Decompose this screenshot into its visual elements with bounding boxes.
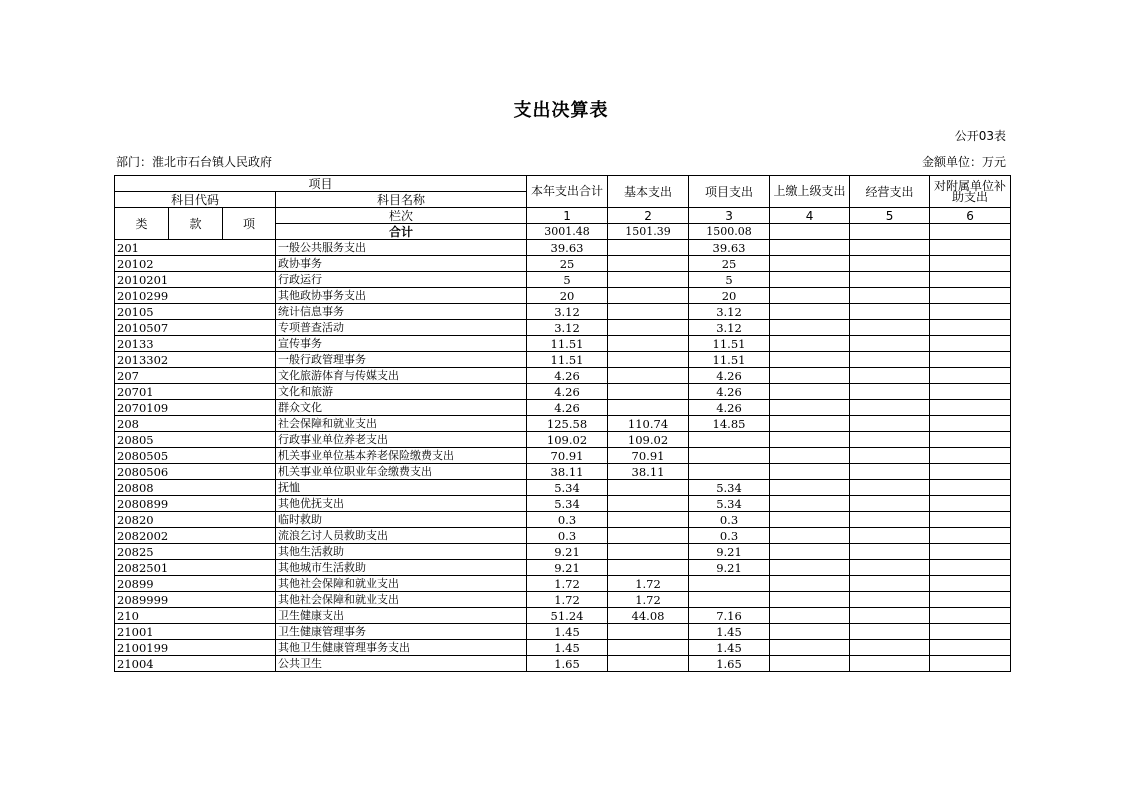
row-business — [850, 496, 930, 512]
row-upper — [770, 560, 850, 576]
row-total: 3.12 — [527, 320, 608, 336]
row-total: 0.3 — [527, 512, 608, 528]
row-project: 0.3 — [689, 528, 770, 544]
row-name: 一般行政管理事务 — [276, 352, 527, 368]
row-total: 20 — [527, 288, 608, 304]
row-total: 125.58 — [527, 416, 608, 432]
row-code: 20102 — [115, 256, 276, 272]
table-row — [115, 320, 1011, 336]
row-business — [850, 336, 930, 352]
header-col-basic: 基本支出 — [608, 176, 689, 208]
row-project — [689, 592, 770, 608]
col-num-4: 4 — [770, 208, 850, 224]
row-subsidy — [930, 400, 1011, 416]
total-value-4 — [770, 224, 850, 240]
row-subsidy — [930, 272, 1011, 288]
table-row — [115, 624, 1011, 640]
row-total: 5.34 — [527, 480, 608, 496]
row-code: 2010299 — [115, 288, 276, 304]
row-business — [850, 528, 930, 544]
row-subsidy — [930, 336, 1011, 352]
table-row — [115, 544, 1011, 560]
row-upper — [770, 496, 850, 512]
row-basic — [608, 544, 689, 560]
row-name: 社会保障和就业支出 — [276, 416, 527, 432]
row-name: 卫生健康管理事务 — [276, 624, 527, 640]
row-subsidy — [930, 512, 1011, 528]
row-upper — [770, 608, 850, 624]
row-total: 109.02 — [527, 432, 608, 448]
table-row — [115, 640, 1011, 656]
table-row — [115, 256, 1011, 272]
row-basic — [608, 496, 689, 512]
row-total: 4.26 — [527, 400, 608, 416]
row-business — [850, 304, 930, 320]
row-basic: 70.91 — [608, 448, 689, 464]
row-name: 其他社会保障和就业支出 — [276, 576, 527, 592]
row-total: 9.21 — [527, 560, 608, 576]
row-code: 2080899 — [115, 496, 276, 512]
row-basic — [608, 336, 689, 352]
row-total: 38.11 — [527, 464, 608, 480]
row-upper — [770, 544, 850, 560]
row-project: 1.65 — [689, 656, 770, 672]
header-lanci: 栏次 — [276, 208, 527, 224]
row-upper — [770, 592, 850, 608]
row-subsidy — [930, 576, 1011, 592]
row-upper — [770, 640, 850, 656]
row-project: 39.63 — [689, 240, 770, 256]
row-subsidy — [930, 240, 1011, 256]
row-code: 210 — [115, 608, 276, 624]
row-basic — [608, 384, 689, 400]
row-business — [850, 416, 930, 432]
row-subsidy — [930, 288, 1011, 304]
row-name: 其他优抚支出 — [276, 496, 527, 512]
row-code: 20805 — [115, 432, 276, 448]
header-xiang: 项 — [223, 208, 276, 240]
row-code: 2082501 — [115, 560, 276, 576]
row-total: 1.72 — [527, 592, 608, 608]
col-num-2: 2 — [608, 208, 689, 224]
row-subsidy — [930, 320, 1011, 336]
row-subsidy — [930, 544, 1011, 560]
table-row — [115, 272, 1011, 288]
row-code: 2100199 — [115, 640, 276, 656]
table-row — [115, 464, 1011, 480]
row-upper — [770, 368, 850, 384]
table-row — [115, 416, 1011, 432]
row-code: 2080505 — [115, 448, 276, 464]
table-row — [115, 400, 1011, 416]
row-basic — [608, 560, 689, 576]
row-basic — [608, 624, 689, 640]
row-code: 21001 — [115, 624, 276, 640]
row-business — [850, 560, 930, 576]
row-upper — [770, 416, 850, 432]
row-name: 行政运行 — [276, 272, 527, 288]
row-name: 卫生健康支出 — [276, 608, 527, 624]
unit-label: 金额单位：万元 — [921, 155, 1006, 169]
row-name: 统计信息事务 — [276, 304, 527, 320]
row-project — [689, 464, 770, 480]
table-row — [115, 576, 1011, 592]
row-code: 2080506 — [115, 464, 276, 480]
row-upper — [770, 512, 850, 528]
table-row — [115, 240, 1011, 256]
row-name: 行政事业单位养老支出 — [276, 432, 527, 448]
row-name: 公共卫生 — [276, 656, 527, 672]
total-value-5 — [850, 224, 930, 240]
header-name: 科目名称 — [276, 192, 527, 208]
table-row — [115, 368, 1011, 384]
row-code: 20899 — [115, 576, 276, 592]
col-num-6: 6 — [930, 208, 1011, 224]
row-total: 39.63 — [527, 240, 608, 256]
row-business — [850, 288, 930, 304]
row-project: 5.34 — [689, 496, 770, 512]
form-number: 公开03表 — [954, 129, 1006, 143]
row-subsidy — [930, 608, 1011, 624]
page-title: 支出决算表 — [513, 100, 609, 121]
row-total: 11.51 — [527, 352, 608, 368]
row-total: 1.72 — [527, 576, 608, 592]
row-upper — [770, 272, 850, 288]
row-subsidy — [930, 592, 1011, 608]
row-code: 20105 — [115, 304, 276, 320]
row-upper — [770, 304, 850, 320]
header-col-business: 经营支出 — [850, 176, 930, 208]
row-basic — [608, 400, 689, 416]
row-name: 专项普查活动 — [276, 320, 527, 336]
table-row — [115, 480, 1011, 496]
row-code: 2010201 — [115, 272, 276, 288]
row-upper — [770, 320, 850, 336]
row-name: 其他社会保障和就业支出 — [276, 592, 527, 608]
row-upper — [770, 256, 850, 272]
row-basic: 44.08 — [608, 608, 689, 624]
row-project: 11.51 — [689, 336, 770, 352]
table-row — [115, 432, 1011, 448]
table-row — [115, 528, 1011, 544]
row-code: 20701 — [115, 384, 276, 400]
row-project: 5.34 — [689, 480, 770, 496]
col-num-1: 1 — [527, 208, 608, 224]
row-total: 0.3 — [527, 528, 608, 544]
row-code: 2013302 — [115, 352, 276, 368]
row-subsidy — [930, 448, 1011, 464]
row-project: 20 — [689, 288, 770, 304]
table-row — [115, 592, 1011, 608]
total-value-6 — [930, 224, 1011, 240]
row-total: 51.24 — [527, 608, 608, 624]
row-project: 3.12 — [689, 320, 770, 336]
row-business — [850, 592, 930, 608]
row-total: 9.21 — [527, 544, 608, 560]
row-code: 2070109 — [115, 400, 276, 416]
row-basic — [608, 656, 689, 672]
row-project: 11.51 — [689, 352, 770, 368]
row-code: 21004 — [115, 656, 276, 672]
row-subsidy — [930, 384, 1011, 400]
row-project — [689, 448, 770, 464]
row-subsidy — [930, 464, 1011, 480]
row-basic: 1.72 — [608, 576, 689, 592]
row-subsidy — [930, 368, 1011, 384]
row-project: 4.26 — [689, 400, 770, 416]
row-total: 4.26 — [527, 368, 608, 384]
table-row — [115, 336, 1011, 352]
row-business — [850, 464, 930, 480]
row-subsidy — [930, 256, 1011, 272]
row-project: 7.16 — [689, 608, 770, 624]
row-subsidy — [930, 352, 1011, 368]
row-total: 25 — [527, 256, 608, 272]
row-code: 20133 — [115, 336, 276, 352]
row-total: 5.34 — [527, 496, 608, 512]
row-name: 机关事业单位基本养老保险缴费支出 — [276, 448, 527, 464]
row-name: 宣传事务 — [276, 336, 527, 352]
row-project — [689, 576, 770, 592]
row-total: 11.51 — [527, 336, 608, 352]
row-subsidy — [930, 480, 1011, 496]
header-item: 项目 — [115, 176, 527, 192]
row-business — [850, 624, 930, 640]
row-total: 1.65 — [527, 656, 608, 672]
row-basic — [608, 240, 689, 256]
row-code: 2010507 — [115, 320, 276, 336]
row-project: 1.45 — [689, 640, 770, 656]
table-row — [115, 560, 1011, 576]
header-code: 科目代码 — [115, 192, 276, 208]
row-name: 群众文化 — [276, 400, 527, 416]
row-business — [850, 576, 930, 592]
table-row — [115, 448, 1011, 464]
row-project: 5 — [689, 272, 770, 288]
row-upper — [770, 624, 850, 640]
row-business — [850, 448, 930, 464]
row-business — [850, 544, 930, 560]
row-project: 0.3 — [689, 512, 770, 528]
row-name: 一般公共服务支出 — [276, 240, 527, 256]
header-kuan: 款 — [169, 208, 223, 240]
row-subsidy — [930, 432, 1011, 448]
row-name: 抚恤 — [276, 480, 527, 496]
row-upper — [770, 448, 850, 464]
row-basic — [608, 368, 689, 384]
row-project: 4.26 — [689, 368, 770, 384]
table-row — [115, 304, 1011, 320]
col-num-3: 3 — [689, 208, 770, 224]
header-col-subsidy: 对附属单位补助支出 — [930, 176, 1011, 208]
row-business — [850, 384, 930, 400]
row-code: 20820 — [115, 512, 276, 528]
row-project: 25 — [689, 256, 770, 272]
row-subsidy — [930, 624, 1011, 640]
row-total: 70.91 — [527, 448, 608, 464]
table-row — [115, 384, 1011, 400]
row-code: 208 — [115, 416, 276, 432]
row-basic — [608, 272, 689, 288]
table-row — [115, 512, 1011, 528]
total-value-2: 1501.39 — [608, 224, 689, 240]
row-basic — [608, 528, 689, 544]
expenditure-table — [114, 175, 1011, 672]
row-upper — [770, 288, 850, 304]
row-name: 机关事业单位职业年金缴费支出 — [276, 464, 527, 480]
row-basic — [608, 352, 689, 368]
row-upper — [770, 336, 850, 352]
row-project: 4.26 — [689, 384, 770, 400]
row-subsidy — [930, 640, 1011, 656]
row-project: 14.85 — [689, 416, 770, 432]
row-basic: 1.72 — [608, 592, 689, 608]
row-business — [850, 272, 930, 288]
row-name: 文化旅游体育与传媒支出 — [276, 368, 527, 384]
row-name: 其他生活救助 — [276, 544, 527, 560]
row-business — [850, 352, 930, 368]
row-name: 其他城市生活救助 — [276, 560, 527, 576]
row-upper — [770, 576, 850, 592]
row-upper — [770, 432, 850, 448]
row-code: 207 — [115, 368, 276, 384]
row-business — [850, 400, 930, 416]
row-name: 临时救助 — [276, 512, 527, 528]
row-subsidy — [930, 528, 1011, 544]
row-business — [850, 608, 930, 624]
row-upper — [770, 656, 850, 672]
row-business — [850, 240, 930, 256]
table-row — [115, 352, 1011, 368]
row-name: 其他政协事务支出 — [276, 288, 527, 304]
table-row — [115, 288, 1011, 304]
row-project: 1.45 — [689, 624, 770, 640]
row-project: 9.21 — [689, 544, 770, 560]
row-total: 1.45 — [527, 624, 608, 640]
row-business — [850, 256, 930, 272]
row-basic — [608, 480, 689, 496]
row-upper — [770, 528, 850, 544]
row-basic — [608, 304, 689, 320]
row-upper — [770, 480, 850, 496]
row-subsidy — [930, 304, 1011, 320]
row-business — [850, 368, 930, 384]
department-label: 部门：淮北市石台镇人民政府 — [116, 155, 273, 169]
row-name: 政协事务 — [276, 256, 527, 272]
row-code: 2089999 — [115, 592, 276, 608]
row-basic: 110.74 — [608, 416, 689, 432]
header-col-total: 本年支出合计 — [527, 176, 608, 208]
row-code: 2082002 — [115, 528, 276, 544]
table-row — [115, 496, 1011, 512]
row-upper — [770, 464, 850, 480]
row-subsidy — [930, 416, 1011, 432]
header-lei: 类 — [115, 208, 169, 240]
row-basic — [608, 320, 689, 336]
row-total: 1.45 — [527, 640, 608, 656]
row-business — [850, 432, 930, 448]
row-business — [850, 512, 930, 528]
row-basic: 109.02 — [608, 432, 689, 448]
row-basic — [608, 640, 689, 656]
row-basic — [608, 288, 689, 304]
row-code: 20825 — [115, 544, 276, 560]
row-code: 20808 — [115, 480, 276, 496]
row-subsidy — [930, 560, 1011, 576]
row-business — [850, 640, 930, 656]
row-upper — [770, 400, 850, 416]
row-name: 流浪乞讨人员救助支出 — [276, 528, 527, 544]
row-basic: 38.11 — [608, 464, 689, 480]
row-subsidy — [930, 496, 1011, 512]
header-col-project: 项目支出 — [689, 176, 770, 208]
row-total: 3.12 — [527, 304, 608, 320]
table-row — [115, 656, 1011, 672]
total-value-1: 3001.48 — [527, 224, 608, 240]
col-num-5: 5 — [850, 208, 930, 224]
row-total: 4.26 — [527, 384, 608, 400]
row-total: 5 — [527, 272, 608, 288]
table-row — [115, 608, 1011, 624]
row-code: 201 — [115, 240, 276, 256]
row-upper — [770, 352, 850, 368]
row-name: 其他卫生健康管理事务支出 — [276, 640, 527, 656]
row-business — [850, 480, 930, 496]
row-upper — [770, 240, 850, 256]
row-project — [689, 432, 770, 448]
total-label: 合计 — [276, 224, 527, 240]
row-basic — [608, 256, 689, 272]
row-project: 9.21 — [689, 560, 770, 576]
row-business — [850, 320, 930, 336]
row-business — [850, 656, 930, 672]
total-value-3: 1500.08 — [689, 224, 770, 240]
row-project: 3.12 — [689, 304, 770, 320]
row-basic — [608, 512, 689, 528]
header-col-upper: 上缴上级支出 — [770, 176, 850, 208]
row-name: 文化和旅游 — [276, 384, 527, 400]
row-subsidy — [930, 656, 1011, 672]
row-upper — [770, 384, 850, 400]
